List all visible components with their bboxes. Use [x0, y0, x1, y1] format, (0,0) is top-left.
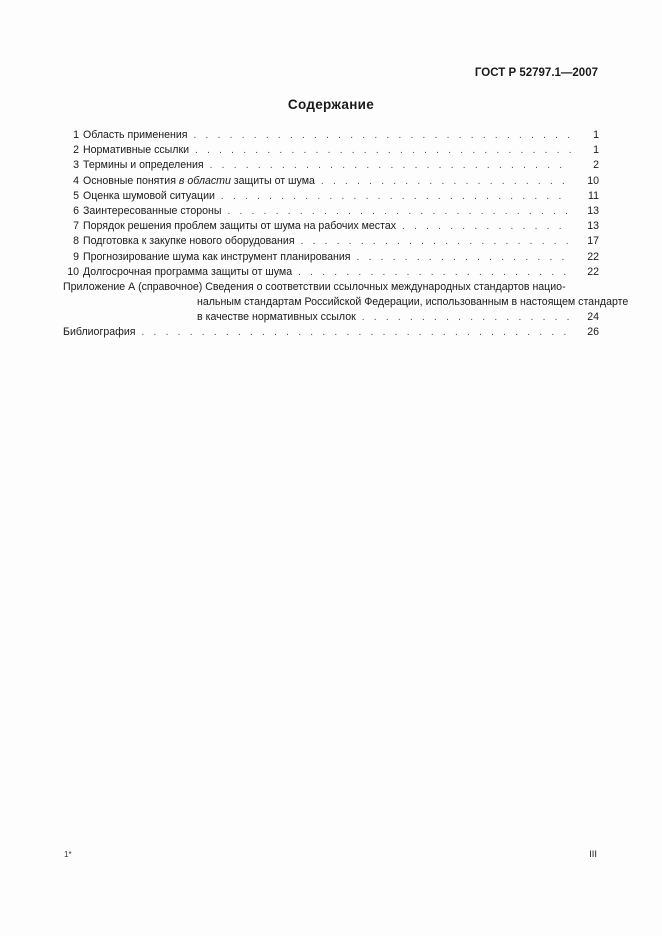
toc-item-appendix-a[interactable]	[63, 280, 629, 326]
dot-leader	[195, 143, 571, 158]
dot-leader	[210, 158, 571, 173]
dot-leader	[321, 174, 571, 189]
dot-leader	[357, 250, 571, 265]
dot-leader	[221, 189, 571, 204]
toc-item-page: 1	[593, 129, 599, 141]
toc-item-page: 22	[587, 265, 599, 278]
toc-item-6[interactable]	[63, 204, 599, 219]
toc-item-page: 13	[587, 204, 599, 217]
dot-leader	[193, 128, 571, 143]
toc-item-number: 4	[73, 174, 79, 187]
toc-item-number: 2	[73, 144, 79, 157]
page-number: III	[589, 849, 597, 860]
sheet-mark: 1*	[64, 850, 72, 859]
toc-item-number: 9	[73, 250, 79, 263]
toc-item-label: Термины и определения	[83, 159, 204, 172]
dot-leader	[362, 310, 571, 325]
label-part: защиты от шума	[230, 174, 315, 187]
dot-leader	[228, 204, 572, 219]
toc-item-page: 13	[587, 220, 599, 233]
toc-item-label: Прогнозирование шума как инструмент планирования	[83, 250, 351, 263]
toc-item-label: в качестве нормативных ссылок	[197, 311, 356, 324]
appendix-line-3	[63, 310, 599, 325]
toc-item-number: 1	[73, 129, 79, 141]
toc-item-number: 6	[73, 204, 79, 217]
toc-item-number: 7	[73, 220, 79, 233]
toc-item-number: 3	[73, 159, 79, 172]
toc-item-number: 5	[73, 189, 79, 202]
toc-item-number: 8	[73, 235, 79, 248]
toc-item-2[interactable]	[63, 143, 599, 158]
table-of-contents	[63, 128, 629, 341]
toc-item-number: 10	[67, 265, 79, 278]
toc-item-page: 10	[587, 174, 599, 187]
label-italic-part: в области	[178, 174, 231, 187]
toc-item-page: 2	[593, 159, 599, 172]
toc-item-7[interactable]	[63, 219, 599, 234]
toc-item-4[interactable]	[63, 174, 599, 189]
toc-item-page: 24	[587, 311, 599, 324]
toc-item-9[interactable]	[63, 250, 599, 265]
toc-item-page: 26	[587, 326, 599, 339]
toc-item-8[interactable]	[63, 234, 599, 249]
toc-item-page: 1	[593, 144, 599, 157]
toc-item-label: Заинтересованные стороны	[83, 204, 222, 217]
toc-item-label: Порядок решения проблем защиты от шума на рабочих местах	[83, 220, 397, 233]
toc-item-label: Подготовка к закупке нового оборудования	[83, 235, 295, 248]
toc-item-label: Нормативные ссылки	[83, 144, 190, 157]
toc-item-1[interactable]	[63, 128, 599, 143]
dot-leader	[298, 265, 571, 280]
dot-leader	[301, 234, 571, 249]
toc-item-page: 22	[587, 250, 599, 263]
dot-leader	[141, 325, 571, 340]
toc-item-label: Область применения	[83, 129, 188, 141]
toc-item-label	[83, 174, 315, 189]
toc-item-label: Долгосрочная программа защиты от шума	[83, 265, 293, 278]
toc-item-label: Оценка шумовой ситуации	[83, 189, 215, 202]
toc-item-10[interactable]	[63, 265, 599, 280]
toc-item-page: 17	[587, 235, 599, 248]
label-part: Основные понятия	[83, 174, 179, 187]
toc-item-5[interactable]	[63, 189, 599, 204]
appendix-line-2: нальным стандартам Российской Федерации, использованным в настоящем стандарте	[197, 296, 629, 309]
toc-item-page: 11	[588, 189, 599, 202]
toc-title: Содержание	[287, 97, 375, 112]
document-code: ГОСТ Р 52797.1—2007	[474, 67, 598, 79]
appendix-line-1: Приложение А (справочное) Сведения о соответствии ссылочных международных стандартов нацио-	[63, 280, 566, 293]
toc-item-bibliography[interactable]	[63, 325, 599, 340]
dot-leader	[402, 219, 571, 234]
toc-item-3[interactable]	[63, 158, 599, 173]
toc-item-label: Библиография	[63, 326, 136, 339]
